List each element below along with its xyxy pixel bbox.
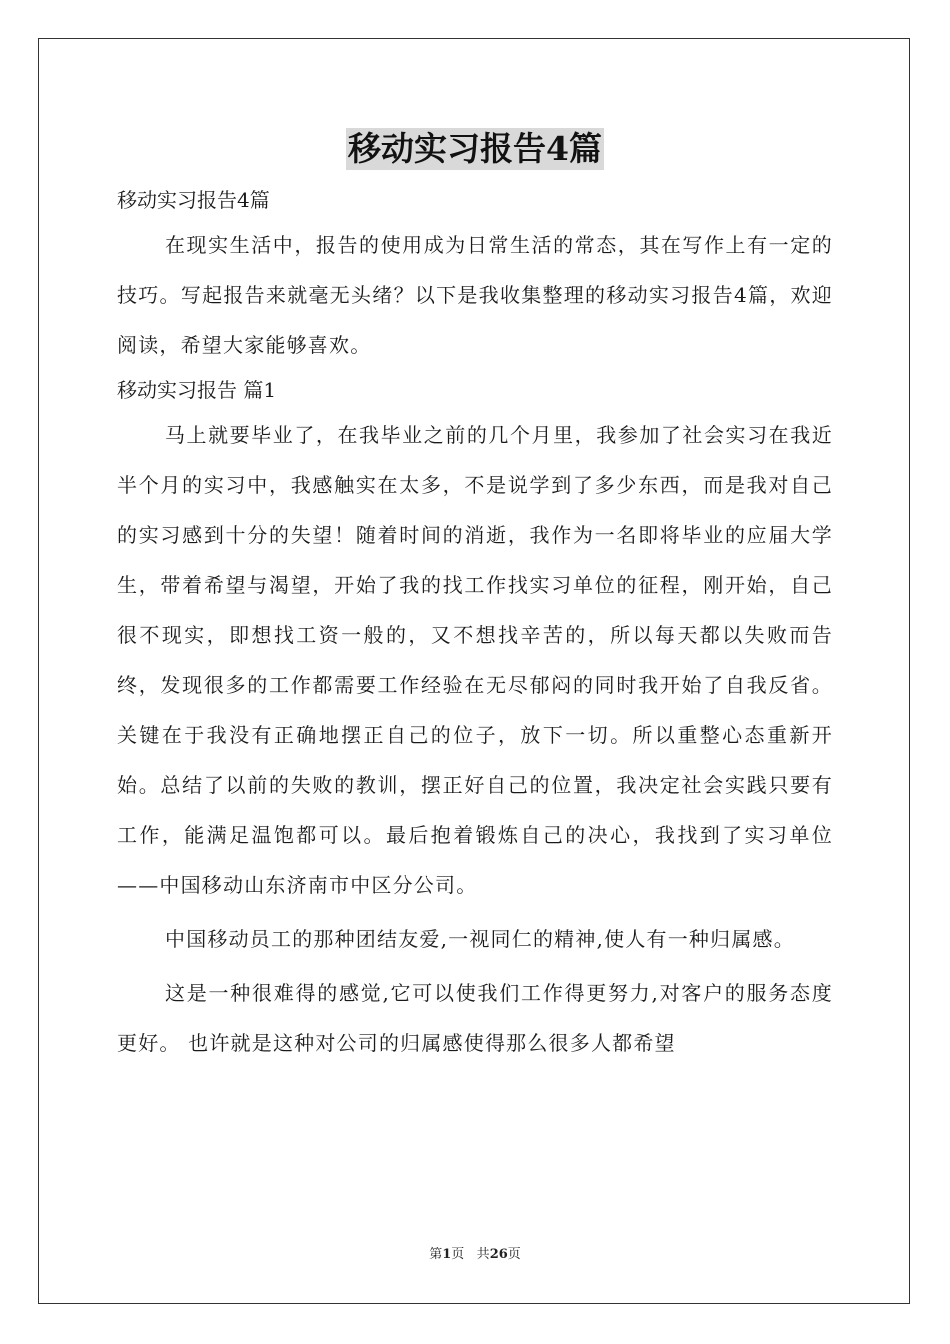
section-heading: 移动实习报告 篇1 [117, 378, 277, 402]
page-footer [0, 1246, 950, 1264]
title-container [0, 128, 950, 170]
body-paragraph: 中国移动员工的那种团结友爱,一视同仁的精神,使人有一种归属感。 [165, 927, 795, 951]
document-title: 移动实习报告4篇 [348, 129, 602, 168]
body-paragraph: 马上就要毕业了，在我毕业之前的几个月里，我参加了社会实习在我近半个月的实习中，我感触实在太多，不是说学到了多少东西，而是我对自己的实习感到十分的失望！随着时间的消逝，我作为一名即将毕业的应届大学生，带着希望与渴望，开始了我的找工作找实习单位的征程，刚开始，自己很不现实，即想找工资一般的，又不想找辛苦的，所以每天都以失败而告终，发现很多的工作都需要工作经验在无尽郁闷的同时我开始了自我反省。关键在于我没有正确地摆正自己的位子，放下一切。所以重整心态重新开始。总结了以前的失败的教训，摆正好自己的位置，我决定社会实践只要有工作，能满足温饱都可以。最后抱着锻炼自己的决心，我找到了实习单位——中国移动山东济南市中区分公司。 [117, 423, 833, 897]
document-body [117, 180, 833, 1068]
total-prefix: 共 [476, 1247, 490, 1262]
page-prefix: 第 [429, 1247, 443, 1262]
total-pages: 26 [489, 1247, 508, 1262]
intro-paragraph: 在现实生活中，报告的使用成为日常生活的常态，其在写作上有一定的技巧。写起报告来就毫无头绪？以下是我收集整理的移动实习报告4篇，欢迎阅读，希望大家能够喜欢。 [117, 233, 833, 357]
document-subtitle: 移动实习报告4篇 [117, 188, 270, 212]
page-suffix: 页 [451, 1247, 465, 1262]
page-number: 1 [442, 1247, 452, 1262]
total-suffix: 页 [507, 1247, 521, 1262]
body-paragraph: 这是一种很难得的感觉,它可以使我们工作得更努力,对客户的服务态度更好。 也许就是这种对公司的归属感使得那么很多人都希望 [117, 981, 833, 1055]
